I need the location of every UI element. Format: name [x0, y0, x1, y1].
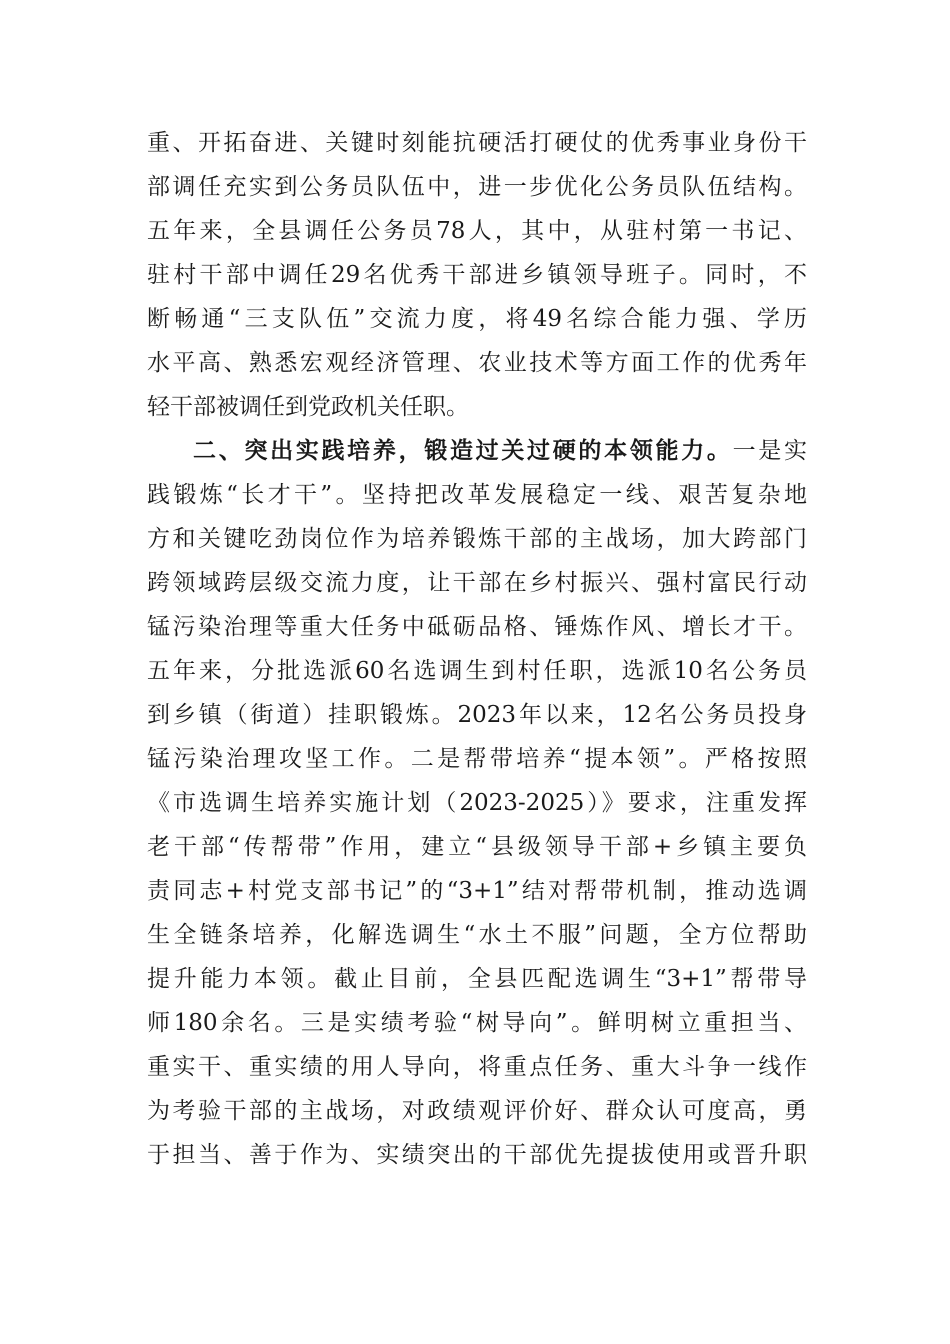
text-line: 践锻炼“长才干”。坚持把改革发展稳定一线、艰苦复杂地 — [147, 482, 807, 508]
text-line: 老干部“传帮带”作用，建立“县级领导干部+乡镇主要负 — [147, 834, 807, 860]
text-line: 《市选调生培养实施计划（2023-2025）》要求，注重发挥 — [147, 790, 807, 816]
text-line: 重、开拓奋进、关键时刻能抗硬活打硬仗的优秀事业身份干 — [147, 130, 807, 156]
text-line: 轻干部被调任到党政机关任职。 — [147, 394, 469, 420]
text-line: 于担当、善于作为、实绩突出的干部优先提拔使用或晋升职 — [147, 1142, 807, 1168]
paragraph-2-first-line — [193, 436, 807, 466]
text-line: 五年来，全县调任公务员78人，其中，从驻村第一书记、 — [147, 218, 807, 244]
text-line: 驻村干部中调任29名优秀干部进乡镇领导班子。同时，不 — [147, 262, 807, 288]
text-line: 重实干、重实绩的用人导向，将重点任务、重大斗争一线作 — [147, 1054, 807, 1080]
text-line: 生全链条培养，化解选调生“水土不服”问题，全方位帮助 — [147, 922, 807, 948]
text-line: 师180余名。三是实绩考验“树导向”。鲜明树立重担当、 — [147, 1010, 807, 1036]
text-line: 部调任充实到公务员队伍中，进一步优化公务员队伍结构。 — [147, 174, 807, 200]
text-line: 五年来，分批选派60名选调生到村任职，选派10名公务员 — [147, 658, 807, 684]
text-line: 断畅通“三支队伍”交流力度，将49名综合能力强、学历 — [147, 306, 807, 332]
text-line: 方和关键吃劲岗位作为培养锻炼干部的主战场，加大跨部门 — [147, 526, 807, 552]
text-line: 到乡镇（街道）挂职锻炼。2023年以来，12名公务员投身 — [147, 702, 807, 728]
text-line: 为考验干部的主战场，对政绩观评价好、群众认可度高，勇 — [147, 1098, 807, 1124]
text-line: 提升能力本领。截止目前，全县匹配选调生“3+1”帮带导 — [147, 966, 807, 992]
text-line: 责同志+村党支部书记”的“3+1”结对帮带机制，推动选调 — [147, 878, 807, 904]
text-line: 锰污染治理攻坚工作。二是帮带培养“提本领”。严格按照 — [147, 746, 807, 772]
text-line: 跨领域跨层级交流力度，让干部在乡村振兴、强村富民行动 — [147, 570, 807, 596]
text-line: 水平高、熟悉宏观经济管理、农业技术等方面工作的优秀年 — [147, 350, 807, 376]
section-heading: 二、突出实践培养，锻造过关过硬的本领能力。 — [193, 438, 733, 464]
text-run: 一是实 — [732, 438, 808, 464]
text-line: 锰污染治理等重大任务中砥砺品格、锤炼作风、增长才干。 — [147, 614, 807, 640]
